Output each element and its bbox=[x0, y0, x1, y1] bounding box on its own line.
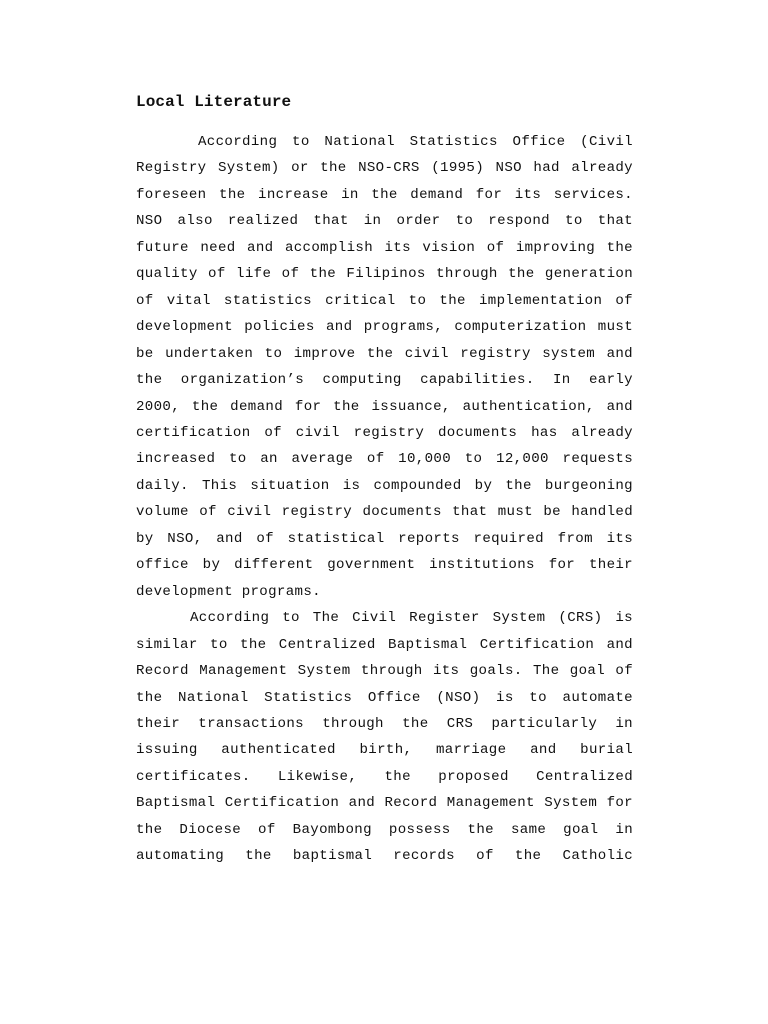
paragraph-1: According to National Statistics Office (Civil Registry System) or the NSO-CRS (1995) NSO had already foreseen the increase in the demand for its services. NSO also realized that in order to respond to that future need and accomplish its vision of improving the quality of life of the Filipinos through the generation of vital statistics critical to the implementation of development policies and programs, computerization must be undertaken to improve the civil registry system and the organization’s computing capabilities. In early 2000, the demand for the issuance, authentication, and certification of civil registry documents has already increased to an average of 10,000 to 12,000 requests daily. This situation is compounded by the burgeoning volume of civil registry documents that must be handled by NSO, and of statistical reports required from its office by different government institutions for their development programs. bbox=[136, 134, 633, 600]
paragraph-2: According to The Civil Register System (CRS) is similar to the Centralized Baptismal Certification and Record Management System through its goals. The goal of the National Statistics Office (NSO) is to automate their transactions through the CRS particularly in issuing authenticated birth, marriage and burial certificates. Likewise, the proposed Centralized Baptismal Certification and Record Management System for the Diocese of Bayombong possess the same goal in automating the baptismal records of the Catholic bbox=[136, 610, 633, 865]
section-heading: Local Literature bbox=[136, 93, 292, 111]
document-page bbox=[136, 88, 633, 870]
